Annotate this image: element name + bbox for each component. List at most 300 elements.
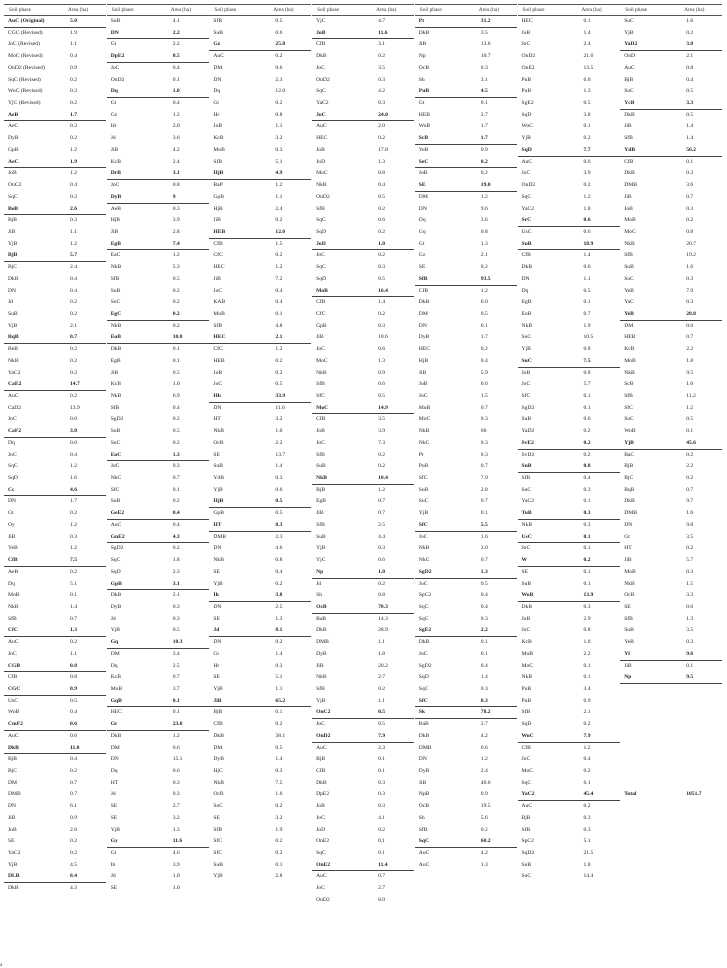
table-row [620,696,722,708]
table-row [312,496,414,508]
soil-phase-cell: DkB [213,732,224,739]
area-cell: 45.4 [583,791,594,798]
soil-phase-cell: Gt [213,100,219,107]
table-row [415,450,517,462]
soil-phase-cell: JiB [110,228,119,235]
area-cell: 3.1 [480,76,488,83]
area-cell: 0.5 [583,287,591,294]
soil-phase-cell: NkB [521,521,533,528]
soil-phase-cell: JiB [213,217,221,224]
area-cell: 3.9 [378,428,386,435]
table-row [518,110,620,122]
map-unit-row [107,168,209,180]
table-row [518,520,620,532]
soil-phase-cell: SfB [213,322,223,329]
area-cell: 0.4 [70,709,77,716]
map-unit-row [209,39,311,51]
table-row [209,661,311,673]
area-cell: 1.2 [70,146,77,153]
soil-phase-cell: MoB [110,685,123,692]
area-cell: 0.2 [172,287,180,294]
area-cell: 0.3 [583,510,591,517]
table-row [312,508,414,520]
soil-phase-cell: DkB [316,627,327,634]
area-cell: 0.5 [172,275,180,282]
area-cell: 1.1 [275,685,283,692]
area-cell: 0.2 [583,557,591,564]
area-cell: 0.2 [275,580,283,587]
area-cell: 1.2 [70,240,77,247]
soil-phase-cell: EgB [110,357,121,364]
table-row [518,309,620,321]
map-unit-row [209,332,311,344]
table-row [4,391,106,403]
area-cell: 0.3 [172,791,180,798]
area-cell: 0.8 [70,662,77,669]
map-unit-row [620,39,722,51]
table-row [209,707,311,719]
table-row [4,133,106,145]
soil-phase-cell: PuB [521,76,532,83]
area-cell: 0.3 [480,64,488,71]
table-row [4,309,106,321]
table-row [415,485,517,497]
area-cell: 0.3 [686,299,694,306]
soil-phase-cell: Ih [213,592,219,599]
area-cell: 1.7 [70,498,77,505]
area-cell: 4.5 [70,861,77,868]
area-cell: 1.6 [275,791,283,798]
table-row [312,250,414,262]
table-column [620,4,722,801]
map-unit-row [620,309,722,321]
map-unit-row [107,309,209,321]
table-row [107,414,209,426]
soil-phase-cell: AuC [8,732,19,739]
table-row [4,461,106,473]
map-unit-row [518,532,620,544]
soil-phase-cell: Jd [110,791,116,798]
soil-phase-cell: JoB [418,381,428,388]
soil-phase-cell: MoC [521,662,534,669]
area-cell: 5.0 [70,18,77,24]
area-cell: 0.5 [172,369,180,376]
table-row [107,227,209,239]
area-cell: 40.6 [480,779,491,786]
table-column [518,4,620,883]
soil-phase-cell: NkB [110,322,122,329]
table-row [209,789,311,801]
soil-phase-cell: DrB [110,170,121,177]
soil-phase-cell: OcB [316,603,327,610]
table-row [415,168,517,180]
area-cell: 4.2 [480,732,488,739]
soil-phase-cell: HEC [418,346,430,353]
soil-phase-cell: JoC [521,756,531,763]
table-row [209,555,311,567]
soil-phase-cell: JiB [624,193,632,200]
soil-phase-cell: EgC [110,310,122,317]
area-cell: 0.5 [378,193,386,200]
soil-phase-cell: DN [213,639,222,646]
table-row [518,801,620,813]
area-cell: 0.9 [480,146,488,153]
area-cell: 0.2 [172,416,180,423]
area-cell: 0.7 [378,498,386,505]
area-cell: 0.9 [480,791,488,798]
soil-phase-cell: SvD2 [521,451,535,458]
table-row [620,286,722,298]
table-row [209,825,311,837]
area-cell: 2.4 [480,768,488,774]
area-cell: 2.7 [172,803,180,810]
soil-phase-cell: YaC2 [8,850,21,857]
area-cell: 0.1 [378,838,386,845]
soil-phase-cell: SgD2 [110,416,124,423]
table-row [518,543,620,555]
soil-phase-cell: JoC [316,439,325,446]
area-cell: 4.3 [70,885,77,892]
soil-phase-cell: Gt [213,650,219,657]
map-unit-row [4,684,106,696]
area-cell: 3.5 [686,533,694,540]
map-unit-row [620,789,722,801]
area-cell: 0.5 [686,88,694,95]
column-header [518,4,620,16]
table-row [209,250,311,262]
soil-phase-cell: NkB [213,557,224,564]
area-cell: 3.2 [275,135,283,142]
table-row [415,121,517,133]
table-row [209,731,311,743]
area-cell: 0.6 [275,64,283,71]
area-cell: 1.2 [480,287,488,294]
area-cell: 0.8 [583,346,591,353]
area-cell: 23.0 [172,721,183,728]
map-unit-row [415,696,517,708]
area-cell: 0.3 [686,275,694,282]
area-cell: 0.6 [378,557,386,564]
soil-phase-cell: OnD2 [316,896,330,903]
area-cell: 1.0 [275,428,283,435]
soil-phase-cell: SuB [110,498,121,505]
soil-phase-cell: YjC [316,18,326,24]
soil-phase-cell: EgB [521,299,532,306]
soil-phase-cell: SuB [316,533,326,540]
area-cell: 3.1 [172,170,180,177]
table-row [518,250,620,262]
soil-phase-cell: JoC [213,287,223,294]
area-cell: 2.4 [275,205,283,212]
table-row [107,860,209,872]
area-cell: 2.3 [378,744,386,751]
soil-phase-cell: JoB [213,369,223,376]
area-cell: 0.2 [378,463,386,470]
map-unit-row [312,239,414,251]
soil-phase-cell: JoB [8,170,17,177]
soil-phase-cell: JoC [316,721,325,728]
area-cell: 0.6 [275,486,283,493]
soil-phase-cell: WoB [418,123,431,130]
soil-phase-cell: DN [213,545,222,552]
soil-phase-cell: ScB [624,381,634,388]
area-cell: 0.4 [275,568,283,575]
soil-phase-cell: YaD2 [521,428,535,435]
map-unit-row [415,520,517,532]
area-header: Area (ha) [376,7,397,13]
area-cell: 0.1 [583,568,591,575]
area-cell: 0.2 [686,545,694,552]
area-cell: 0.9 [583,697,591,704]
table-row [209,801,311,813]
area-cell: 0.4 [378,182,386,189]
soil-phase-cell: NkB [521,674,533,681]
area-cell: 4.4 [378,533,386,540]
soil-phase-cell: Hr [110,123,117,130]
area-cell: 0.8 [480,228,488,235]
table-row [4,414,106,426]
soil-phase-cell: CaD2 [8,404,22,411]
table-row [312,16,414,28]
area-cell: 2.1 [172,592,180,599]
soil-phase-cell: CfB [8,557,18,564]
map-unit-row [4,426,106,438]
area-cell: 0.5 [378,709,386,716]
soil-phase-cell: CfB [418,287,429,294]
soil-phase-cell: SuB [316,463,326,470]
soil-phase-cell: YaC2 [8,369,21,376]
area-cell: 1.8 [172,557,180,564]
area-cell: 4.6 [172,850,180,857]
table-row [4,614,106,626]
soil-phase-cell: JoB [624,205,633,212]
area-cell: 20.7 [686,240,696,247]
area-cell: 0.7 [378,873,386,880]
area-cell: 0.2 [480,158,488,165]
soil-phase-cell: DyB [316,650,327,657]
table-row [415,309,517,321]
area-cell: 3.9 [583,170,591,177]
soil-phase-cell: KAB [213,299,226,306]
soil-phase-cell: Sh [418,76,425,83]
area-cell: 0.2 [70,346,77,353]
table-row [518,204,620,216]
area-cell: 28.8 [686,310,696,317]
table-row [209,309,311,321]
soil-phase-cell: HT [110,779,119,786]
soil-phase-cell: AeB [8,111,19,118]
soil-phase-cell: HEC [521,18,533,24]
soil-phase-cell: SgD2 [521,404,535,411]
area-cell: 0.2 [275,53,283,60]
table-row [518,286,620,298]
soil-phase-cell: JiB [213,697,222,704]
soil-phase-cell: BaB [316,615,327,622]
table-row [4,731,106,743]
area-cell: 5.5 [480,521,488,528]
area-cell: 1.2 [275,264,283,271]
table-row [620,51,722,63]
table-row [415,227,517,239]
area-cell: 0.1 [583,299,591,306]
soil-phase-cell: DkB [624,498,635,505]
table-row [209,543,311,555]
table-row [312,450,414,462]
area-cell: 0.6 [70,721,77,728]
area-cell: 45.6 [686,439,696,446]
table-row [312,684,414,696]
table-row [4,403,106,415]
area-cell: 0.2 [583,803,591,810]
table-row [4,813,106,825]
table-row [4,848,106,860]
table-row [4,262,106,274]
area-cell: 0.7 [70,615,77,622]
soil-phase-cell: JoC [521,627,531,634]
soil-phase-cell: PuB [418,88,430,95]
area-cell: 0.2 [378,826,386,833]
area-header: Area (ha) [478,7,499,13]
map-unit-row [209,496,311,508]
area-cell: 0.8 [583,627,591,634]
table-row [4,860,106,872]
table-row [312,520,414,532]
area-cell: 1.2 [70,521,77,528]
area-cell: 2.1 [480,252,488,259]
area-cell: 0.3 [378,322,386,329]
area-cell: 0.1 [70,592,77,599]
soil-phase-cell: DN [213,76,222,83]
table-row [620,532,722,544]
area-cell: 0.3 [686,639,694,646]
table-row [107,731,209,743]
area-cell: 0.2 [172,498,180,505]
table-row [4,789,106,801]
area-cell: 1.1 [378,639,386,646]
soil-phase-cell: DMB [624,182,637,189]
table-row [518,63,620,75]
area-cell: 0.4 [70,756,77,763]
area-cell: 0.4 [70,275,77,282]
soil-phase-cell: YjC (Revised) [8,100,41,107]
area-cell: 0.8 [686,64,694,71]
table-row [518,485,620,497]
table-row [209,778,311,790]
table-row [415,438,517,450]
table-row [415,250,517,262]
table-row [4,215,106,227]
area-cell: 7.4 [172,240,180,247]
soil-phase-cell: SuC [110,299,121,306]
table-row [209,51,311,63]
area-cell: 0.2 [275,721,283,728]
soil-phase-cell: DN [213,603,222,610]
area-cell: 0.4 [172,404,180,411]
soil-phase-cell: SqC [8,193,18,200]
area-cell: 0.1 [480,100,488,107]
area-cell: 0.8 [583,463,591,470]
map-unit-row [107,239,209,251]
soil-phase-header: Soil phase [111,7,134,13]
soil-phase-cell: CfB [213,240,223,247]
area-cell: 0.3 [172,463,180,470]
soil-phase-cell: SE [8,838,15,845]
table-row [209,16,311,28]
table-row [4,239,106,251]
area-cell: 2.3 [275,76,283,83]
area-cell: 5.1 [275,158,283,165]
soil-phase-cell: SgE2 [418,627,432,634]
table-row [518,696,620,708]
area-cell: 6.0 [583,76,591,83]
area-cell: 0.4 [172,510,180,517]
area-cell: 0.2 [583,439,591,446]
table-row [209,180,311,192]
table-row [107,297,209,309]
soil-phase-cell: SE [213,451,220,458]
soil-phase-cell: JoC [8,416,17,423]
table-row [518,778,620,790]
table-row [107,590,209,602]
area-cell: 4.5 [480,88,488,95]
area-cell: 7.9 [378,732,386,739]
table-row [620,227,722,239]
table-row [620,450,722,462]
map-unit-row [312,707,414,719]
map-unit-row [107,719,209,731]
table-row [107,63,209,75]
table-row [312,532,414,544]
area-cell: 0.2 [583,428,591,435]
soil-phase-cell: SE [213,615,220,622]
soil-phase-header: Soil phase [419,7,442,13]
area-cell: 0.3 [583,486,591,493]
table-row [209,684,311,696]
soil-phase-cell: Gz [418,252,426,259]
area-cell: 0.2 [275,838,283,845]
area-cell: 1.2 [275,182,283,189]
soil-phase-cell: SfB [213,18,223,24]
map-unit-row [312,860,414,872]
area-cell: 1.8 [378,650,386,657]
area-cell: 0.7 [378,510,386,517]
table-row [4,579,106,591]
soil-phase-cell: JiB [418,41,427,48]
soil-phase-cell: EoB [521,310,532,317]
table-row [209,848,311,860]
area-cell: 0.2 [70,76,77,83]
area-cell: 13.9 [583,592,594,599]
table-row [312,133,414,145]
table-row [107,461,209,473]
table-row [209,403,311,415]
area-cell: 0.2 [686,475,694,482]
table-row [4,637,106,649]
soil-phase-cell: DN [8,803,17,810]
soil-phase-cell: JoC [521,170,531,177]
table-row [518,567,620,579]
area-cell: 0.4 [70,182,77,189]
table-row [620,157,722,169]
soil-phase-cell: CmF2 [8,721,23,728]
area-cell: 0.5 [686,111,694,118]
area-cell: 21.5 [583,850,594,857]
soil-phase-cell: YjB [110,627,121,634]
soil-phase-cell: Gz [110,111,118,118]
table-row [415,661,517,673]
area-cell: 11.6 [378,29,388,36]
soil-phase-cell: JoC [418,650,428,657]
